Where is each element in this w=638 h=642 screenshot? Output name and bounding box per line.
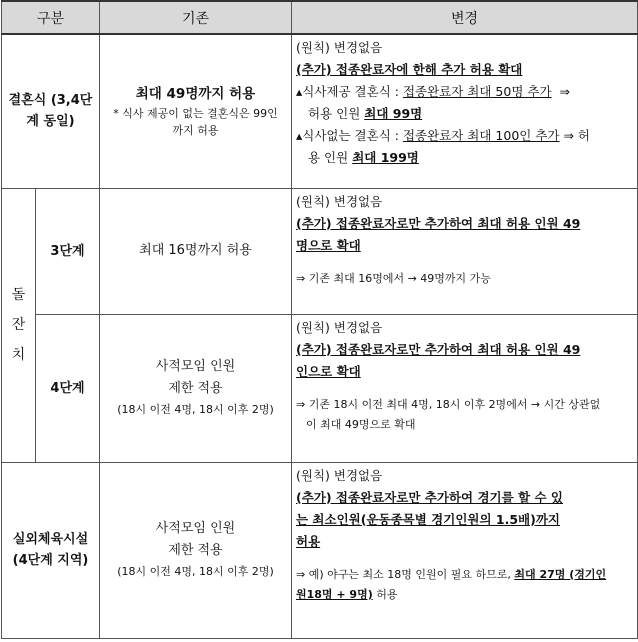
outdoor-note-suffix: 허용 — [372, 587, 398, 601]
stage3-existing: 최대 16명까지 허용 — [100, 188, 292, 314]
stage3-add-2: 명으로 확대 — [296, 237, 361, 253]
outdoor-change — [292, 462, 638, 638]
outdoor-note-2 — [296, 585, 635, 605]
outdoor-label-1: 실외체육시설 — [12, 532, 89, 547]
stage4-existing-3: (18시 이전 4명, 18시 이후 2명) — [117, 403, 274, 416]
stage3-label: 3단계 — [36, 188, 100, 314]
nomeal-line2-bold: 최대 199명 — [352, 150, 419, 165]
outdoor-existing — [100, 462, 292, 638]
stage4-existing-1: 사적모임 인원 — [155, 359, 236, 374]
outdoor-existing-2: 제한 적용 — [168, 543, 223, 558]
stage4-note-1: ⇒ 기존 18시 이전 최대 4명, 18시 이후 2명에서 → 시간 상관없 — [296, 397, 601, 411]
row-wedding — [2, 34, 638, 188]
wedding-meal-line2 — [296, 103, 635, 125]
nomeal-prefix: ▴식사없는 결혼식 : — [296, 128, 403, 143]
outdoor-note-1 — [296, 565, 635, 585]
wedding-add: (추가) 접종완료자에 한해 추가 허용 확대 — [296, 62, 523, 77]
wedding-existing-note-1: * 식사 제공이 없는 결혼식은 99인 — [113, 107, 278, 121]
header-row — [2, 1, 638, 34]
outdoor-note-prefix: ⇒ 예) 야구는 최소 18명 인원이 필요 하므로, — [296, 567, 515, 581]
outdoor-label-2: (4단계 지역) — [12, 553, 89, 568]
stage4-label: 4단계 — [36, 314, 100, 462]
header-category: 구분 — [2, 1, 100, 34]
meal-arrow: ⇒ — [551, 84, 570, 99]
outdoor-existing-3: (18시 이전 4명, 18시 이후 2명) — [117, 565, 274, 578]
meal-prefix: ▴식사제공 결혼식 : — [296, 84, 403, 99]
meal-line2-prefix: 허용 인원 — [308, 106, 365, 121]
wedding-label-line2: 계 동일) — [26, 114, 75, 130]
wedding-nomeal-line2 — [296, 147, 635, 169]
wedding-principle: (원칙) 변경없음 — [296, 40, 383, 55]
outdoor-existing-1: 사적모임 인원 — [155, 521, 236, 536]
row-dol-stage3 — [2, 188, 638, 314]
dol-label-char1: 돌 — [11, 287, 26, 303]
meal-line2-bold: 최대 99명 — [364, 106, 423, 121]
stage4-principle: (원칙) 변경없음 — [296, 319, 383, 335]
rule-change-table — [1, 0, 638, 639]
wedding-existing — [100, 34, 292, 188]
wedding-label-line1: 결혼식 (3,4단 — [8, 93, 93, 109]
outdoor-note-bold2: 원18명 + 9명) — [296, 587, 373, 601]
stage4-add-1: (추가) 접종완료자로만 추가하여 최대 허용 인원 49 — [296, 341, 581, 357]
row-dol-stage4 — [2, 314, 638, 462]
outdoor-add-2: 는 최소인원(운동종목별 경기인원의 1.5배)까지 — [296, 511, 560, 527]
wedding-meal-line1 — [296, 81, 635, 103]
stage3-note: ⇒ 기존 최대 16명에서 → 49명까지 가능 — [296, 271, 491, 285]
outdoor-add-1: (추가) 접종완료자로만 추가하여 경기를 할 수 있 — [296, 489, 563, 505]
wedding-label — [2, 34, 100, 188]
outdoor-note-bold1: 최대 27명 (경기인 — [514, 567, 607, 581]
meal-underlined: 접종완료자 최대 50명 추가 — [402, 84, 552, 99]
stage4-existing-2: 제한 적용 — [168, 381, 223, 396]
header-change: 변경 — [292, 1, 638, 34]
wedding-existing-main: 최대 49명까지 허용 — [135, 86, 256, 103]
wedding-existing-note-2: 까지 허용 — [172, 124, 219, 138]
dol-label-char2: 잔 — [11, 317, 26, 333]
outdoor-principle: (원칙) 변경없음 — [296, 467, 383, 483]
stage4-note-2: 이 최대 49명으로 확대 — [306, 417, 416, 431]
nomeal-arrow: ⇒ 허 — [559, 128, 590, 143]
stage3-principle: (원칙) 변경없음 — [296, 193, 383, 209]
stage3-change — [292, 188, 638, 314]
header-existing: 기존 — [100, 1, 292, 34]
outdoor-label — [2, 462, 100, 638]
stage4-existing — [100, 314, 292, 462]
wedding-nomeal-line1 — [296, 125, 635, 147]
outdoor-add-3: 허용 — [296, 533, 321, 549]
row-outdoor — [2, 462, 638, 638]
wedding-change — [292, 34, 638, 188]
nomeal-line2-prefix: 용 인원 — [308, 150, 353, 165]
stage3-add-1: (추가) 접종완료자로만 추가하여 최대 허용 인원 49 — [296, 215, 581, 231]
dol-label — [2, 188, 36, 462]
dol-label-char3: 치 — [11, 347, 26, 363]
stage4-change — [292, 314, 638, 462]
stage4-add-2: 인으로 확대 — [296, 363, 361, 379]
nomeal-underlined: 접종완료자 최대 100인 추가 — [402, 128, 560, 143]
